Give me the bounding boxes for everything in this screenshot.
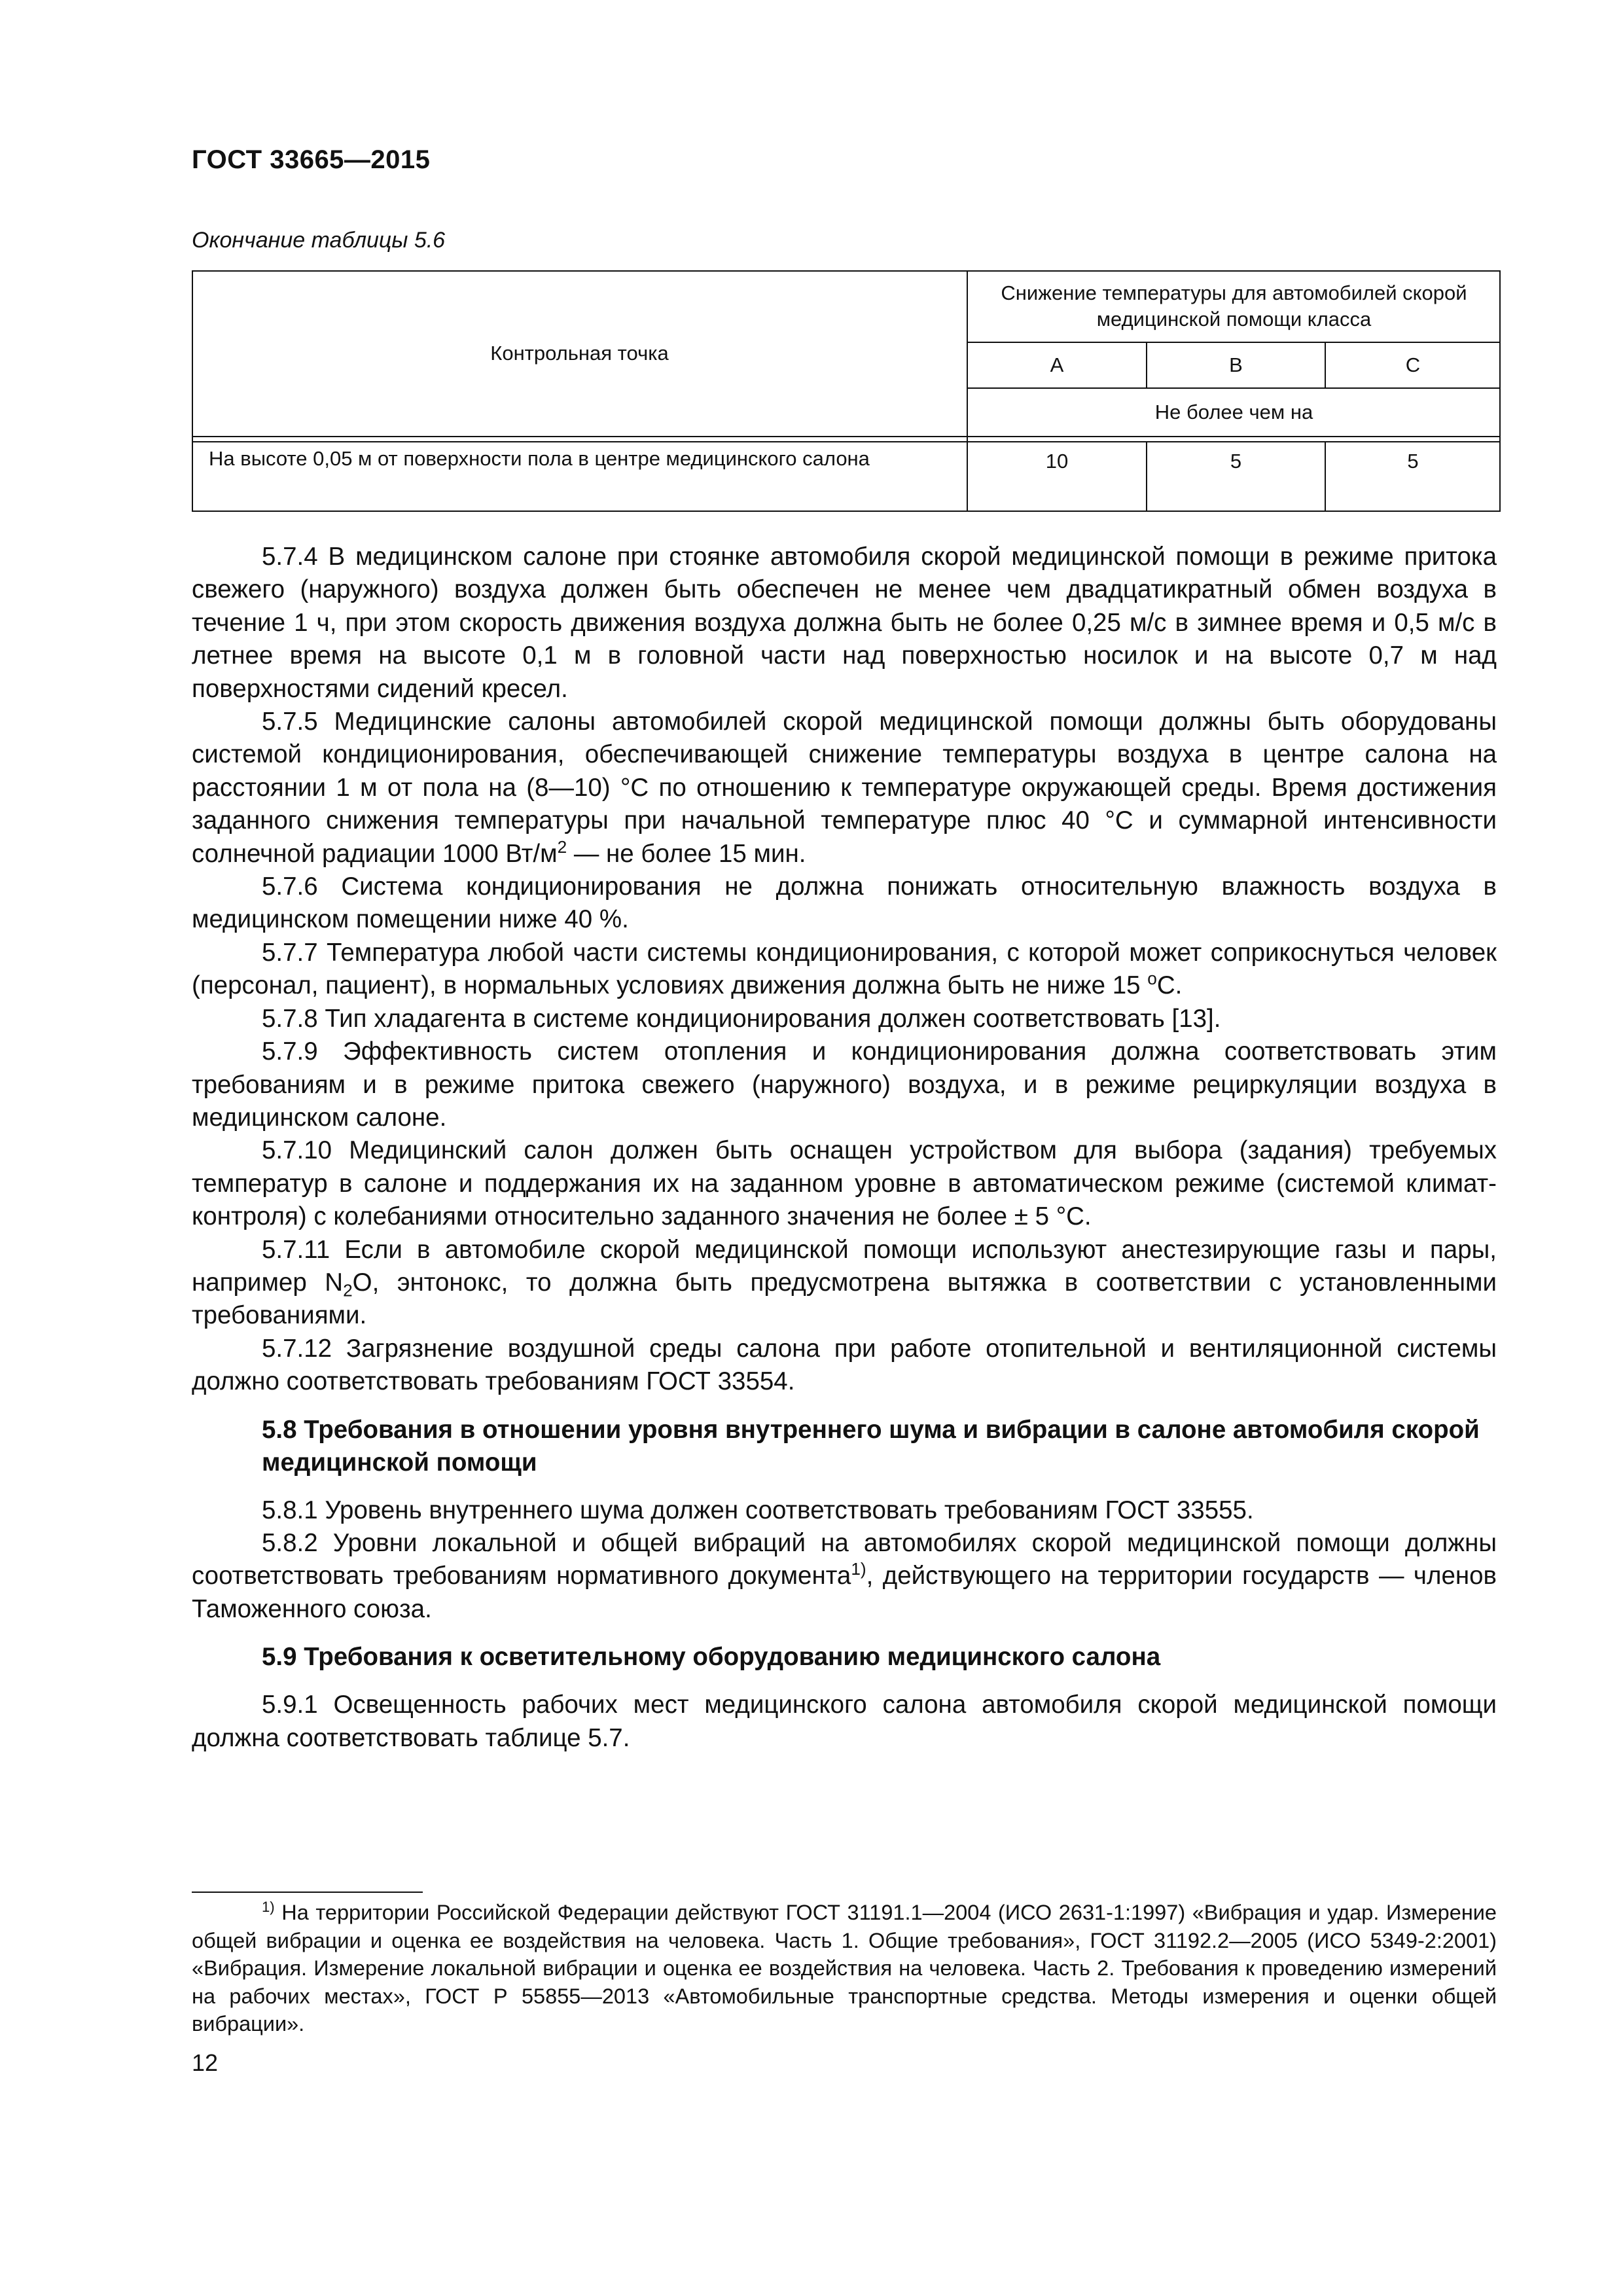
section-5-8-heading: 5.8 Требования в отношении уровня внутреннего шума и вибрации в салоне автомобиля скорой медицинской помощи bbox=[262, 1415, 1480, 1477]
footnote bbox=[192, 1899, 1497, 2038]
row-value-class-a: 10 bbox=[1045, 450, 1069, 473]
paragraph-5-9-1: 5.9.1 Освещенность рабочих мест медицинского салона автомобиля скорой медицинской помощи должна соответствовать таблице 5.7. bbox=[192, 1691, 1497, 1752]
header-class-c: C bbox=[1405, 353, 1421, 376]
paragraph-5-7-7 bbox=[192, 937, 1497, 1003]
paragraph-5-8-2-text: 5.8.2 Уровни локальной и общей вибраций на автомобилях скорой медицинской помощи должны соответствовать требованиям нормативного документа bbox=[192, 1528, 1497, 1590]
paragraph-5-7-7-tail: С. bbox=[1156, 971, 1183, 1000]
superscript-degree: о bbox=[1147, 969, 1157, 989]
paragraph-5-7-6: 5.7.6 Система кондиционирования не должна понижать относительную влажность воздуха в медицинском помещении ниже 40 %. bbox=[192, 872, 1497, 934]
paragraph-5-8-2 bbox=[192, 1527, 1497, 1626]
header-class-b: B bbox=[1229, 353, 1243, 376]
page-number: 12 bbox=[192, 2049, 219, 2076]
superscript-squared: 2 bbox=[557, 836, 567, 857]
paragraph-5-7-4: 5.7.4 В медицинском салоне при стоянке автомобиля скорой медицинской помощи в режиме притока свежего (наружного) воздуха должен быть обеспечен не менее чем двадцатикратный обмен воздуха в течение 1 ч, при этом скорость движения воздуха должна быть не более 0,25 м/с в зимнее время и 0,5 м/с в летнее время на высоте 0,1 м в головной части над поверхностью носилок и на высоте 0,7 м над поверхностями сидений кресел. bbox=[192, 543, 1497, 703]
paragraph-5-7-8: 5.7.8 Тип хладагента в системе кондиционирования должен соответствовать [13]. bbox=[262, 1004, 1221, 1033]
paragraph-5-8-2-tail: , действующего на территории государств — членов Таможенного союза. bbox=[192, 1562, 1497, 1623]
paragraph-5-7-5-tail: — не более 15 мин. bbox=[567, 839, 806, 868]
paragraph-5-7-5-text: 5.7.5 Медицинские салоны автомобилей скорой медицинской помощи должны быть оборудованы системой кондиционирования, обеспечивающей снижение температуры воздуха в центре салона на расстоянии 1 м от пола на (8—10) °С по отношению к температуре окружающей среды. Время достижения заданного снижения температуры при начальной температуре плюс 40 °С и суммарной интенсивности солнечной радиации 1000 Вт/м bbox=[192, 708, 1497, 868]
main-text bbox=[192, 541, 1497, 1755]
footnote-text: На территории Российской Федерации действуют ГОСТ 31191.1—2004 (ИСО 2631-1:1997) «Вибрация и удар. Измерение общей вибрации и оценка ее воздействия на человека. Часть 1. Общие требования», ГОСТ 31192.2—2005 (ИСО 5349-2:2001) «Вибрация. Измерение локальной вибрации и оценка ее воздействия на человека. Часть 2. Требования к проведению измерений на рабочих местах», ГОСТ Р 55855—2013 «Автомобильные транспортные средства. Методы измерения и оценки общей вибрации». bbox=[192, 1901, 1497, 2036]
paragraph-5-7-11-tail: O, энтонокс, то должна быть предусмотрена вытяжка в соответствии с установленными требованиями. bbox=[192, 1268, 1497, 1330]
paragraph-5-7-11 bbox=[192, 1234, 1497, 1333]
document-header: ГОСТ 33665—2015 bbox=[192, 145, 431, 174]
header-unit: Не более чем на bbox=[1154, 401, 1313, 423]
paragraph-5-7-5 bbox=[192, 706, 1497, 870]
header-class-a: A bbox=[1050, 353, 1064, 376]
subscript-two: 2 bbox=[343, 1280, 353, 1300]
paragraph-5-7-9: 5.7.9 Эффективность систем отопления и кондиционирования должна соответствовать этим требованиям и в режиме притока свежего (наружного) воздуха, и в режиме рециркуляции воздуха в медицинском салоне. bbox=[192, 1037, 1497, 1132]
header-temperature-reduction: Снижение температуры для автомобилей скорой медицинской помощи класса bbox=[1001, 281, 1467, 331]
header-checkpoint: Контрольная точка bbox=[490, 342, 669, 365]
table-caption: Окончание таблицы 5.6 bbox=[192, 228, 446, 253]
row-value-class-b: 5 bbox=[1230, 450, 1242, 473]
footnote-mark: 1) bbox=[262, 1899, 275, 1916]
row-checkpoint-label: На высоте 0,05 м от поверхности пола в центре медицинского салона bbox=[209, 447, 870, 470]
temperature-reduction-table bbox=[192, 270, 1501, 512]
paragraph-5-7-7-text: 5.7.7 Температура любой части системы кондиционирования, с которой может соприкоснуться человек (персонал, пациент), в нормальных условиях движения должна быть не ниже 15 bbox=[192, 938, 1497, 1000]
paragraph-5-8-1: 5.8.1 Уровень внутреннего шума должен соответствовать требованиям ГОСТ 33555. bbox=[262, 1496, 1254, 1524]
paragraph-5-7-10: 5.7.10 Медицинский салон должен быть оснащен устройством для выбора (задания) требуемых температур в салоне и поддержания их на заданном уровне в автоматическом режиме (системой климат-контроля) с колебаниями относительно заданного значения не более ± 5 °С. bbox=[192, 1136, 1497, 1231]
footnote-reference[interactable]: 1) bbox=[851, 1559, 866, 1579]
paragraph-5-7-11-text: 5.7.11 Если в автомобиле скорой медицинской помощи используют анестезирующие газы и пары, например N bbox=[192, 1235, 1497, 1297]
paragraph-5-7-12: 5.7.12 Загрязнение воздушной среды салона при работе отопительной и вентиляционной системы должно соответствовать требованиям ГОСТ 33554. bbox=[192, 1334, 1497, 1396]
section-5-9-heading: 5.9 Требования к осветительному оборудованию медицинского салона bbox=[262, 1643, 1161, 1672]
footnote-separator bbox=[192, 1892, 423, 1893]
row-value-class-c: 5 bbox=[1407, 450, 1419, 473]
